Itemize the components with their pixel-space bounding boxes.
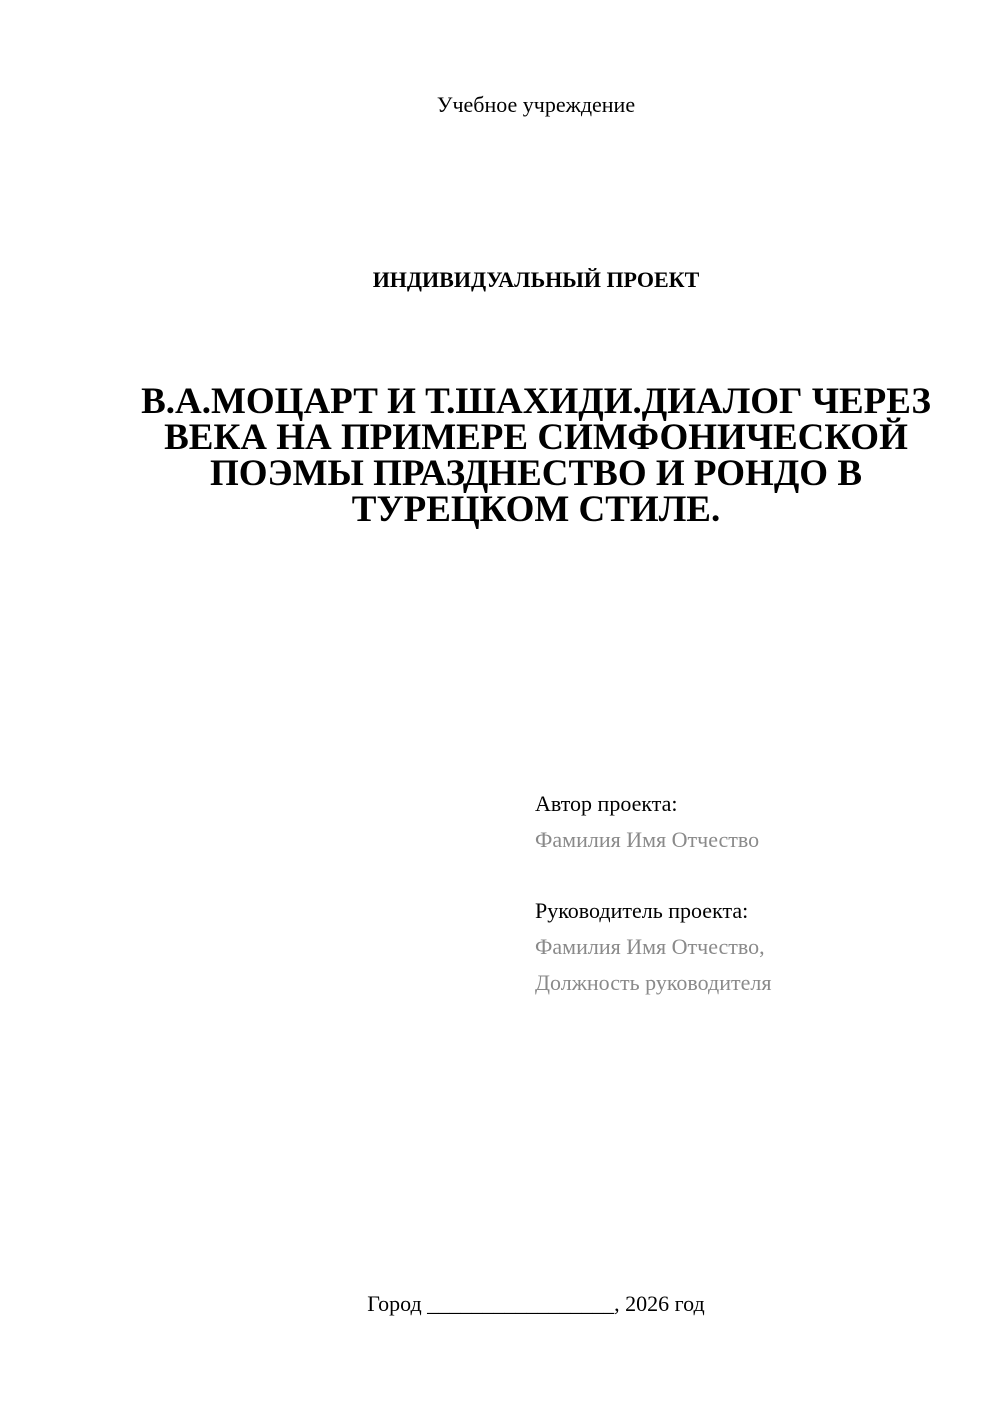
author-block [535,786,975,858]
supervisor-name: Фамилия Имя Отчество, [535,934,765,959]
author-label: Автор проекта: [535,791,678,816]
supervisor-position: Должность руководителя [535,970,772,995]
project-title: В.А.МОЦАРТ И Т.ШАХИДИ.ДИАЛОГ ЧЕРЕЗ ВЕКА НА ПРИМЕРЕ СИМФОНИЧЕСКОЙ ПОЭМЫ ПРАЗДНЕСТВО И РОНДО В ТУРЕЦКОМ СТИЛЕ. [141,381,931,530]
author-name: Фамилия Имя Отчество [535,827,760,852]
city-year-line: Город _________________, 2026 год [367,1291,705,1316]
document-type: ИНДИВИДУАЛЬНЫЙ ПРОЕКТ [372,267,700,292]
institution-name: Учебное учреждение [436,92,636,117]
supervisor-block [535,893,975,1001]
supervisor-label: Руководитель проекта: [535,898,749,923]
